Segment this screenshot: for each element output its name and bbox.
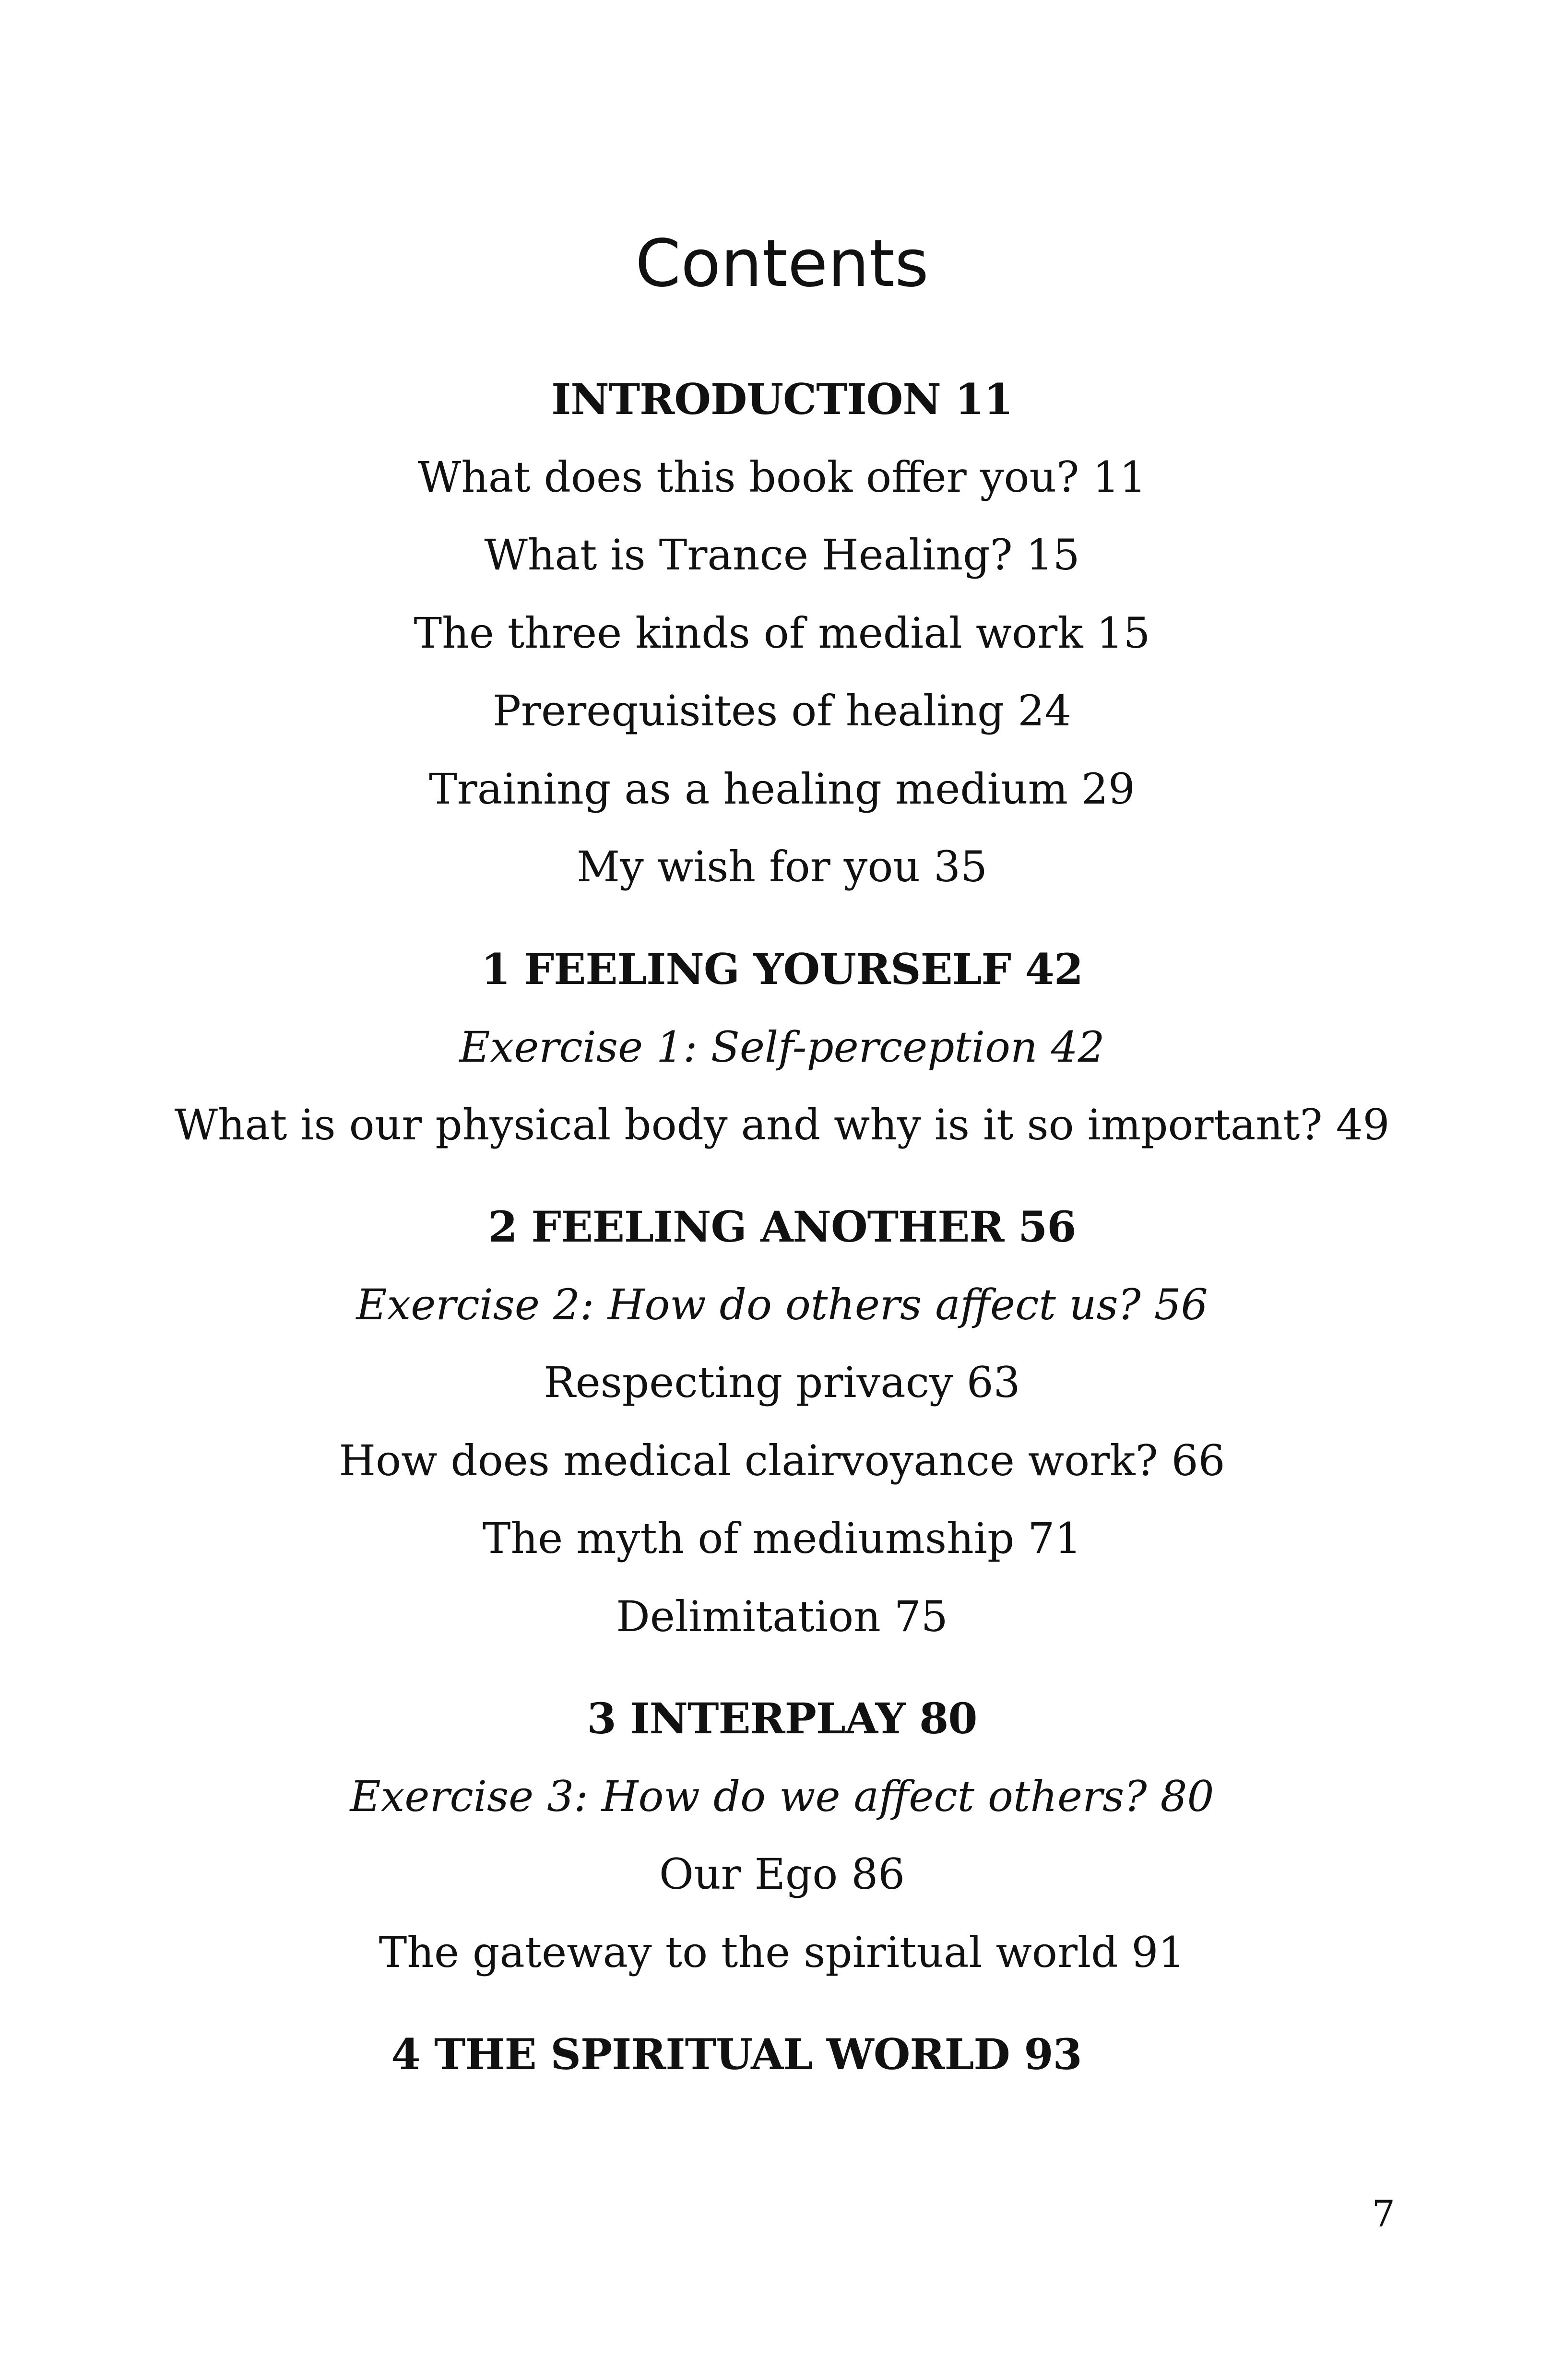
toc-item: How does medical clairvoyance work? 66 xyxy=(339,1436,1225,1485)
toc-item: The three kinds of medial work 15 xyxy=(414,608,1150,658)
toc-item: Prerequisites of healing 24 xyxy=(492,686,1072,735)
toc-item: My wish for you 35 xyxy=(577,842,987,891)
toc-exercise: Exercise 1: Self-perception 42 xyxy=(459,1022,1105,1072)
toc-item: Delimitation 75 xyxy=(616,1592,948,1641)
toc-item: Our Ego 86 xyxy=(659,1849,905,1899)
page-title: Contents xyxy=(635,226,929,302)
toc-item: What is our physical body and why is it so important? 49 xyxy=(174,1100,1390,1149)
toc-item: The myth of mediumship 71 xyxy=(482,1514,1082,1563)
toc-heading-chapter-4: 4 THE SPIRITUAL WORLD 93 xyxy=(391,2029,1082,2079)
page-number: 7 xyxy=(1372,2192,1395,2235)
toc-exercise: Exercise 3: How do we affect others? 80 xyxy=(350,1772,1214,1821)
toc-heading-introduction: INTRODUCTION 11 xyxy=(551,374,1013,424)
toc-heading-chapter-2: 2 FEELING ANOTHER 56 xyxy=(488,1202,1076,1252)
toc-heading-chapter-1: 1 FEELING YOURSELF 42 xyxy=(481,944,1083,994)
toc-item: The gateway to the spiritual world 91 xyxy=(379,1928,1185,1977)
toc-item: What does this book offer you? 11 xyxy=(417,452,1147,502)
toc-heading-chapter-3: 3 INTERPLAY 80 xyxy=(587,1693,977,1743)
toc-item: Training as a healing medium 29 xyxy=(429,764,1135,814)
toc-item: What is Trance Healing? 15 xyxy=(484,530,1080,580)
toc-item: Respecting privacy 63 xyxy=(544,1358,1020,1407)
toc-exercise: Exercise 2: How do others affect us? 56 xyxy=(356,1280,1208,1329)
